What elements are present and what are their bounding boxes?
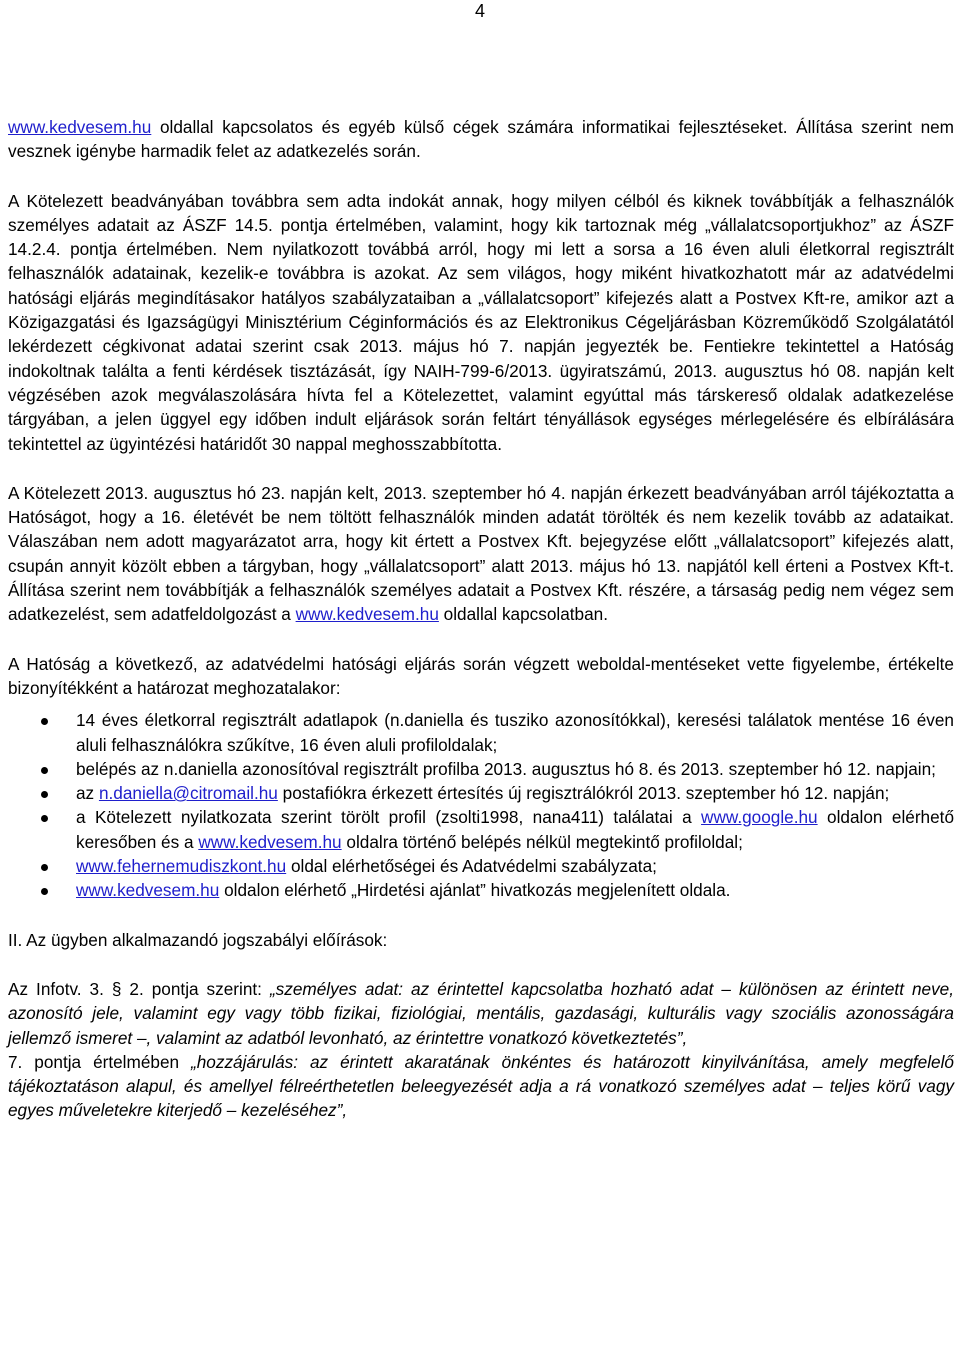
link-kedvesem[interactable]: www.kedvesem.hu	[295, 604, 439, 625]
bullet-icon	[41, 767, 48, 774]
list-item: a Kötelezett nyilatkozata szerint törölt profil (zsolti1998, nana411) találatai a www.google.hu oldalon elérhető keresőben és a www.kedvesem.hu oldalra történő belépés nélkül megtekintő profiloldal;	[8, 805, 954, 854]
definition-personal-data: „személyes adat: az érintettel kapcsolatba hozható adat – különösen az érintett neve, azonosító jele, valamint egy vagy több fizikai, fiziológiai, mentális, gazdasági, kulturális vagy szociális azonosságára jellemző ismeret –, valamint az adatból levonható, az érintettre vonatkozó következtetés”,	[8, 978, 954, 1048]
paragraph-1-text: oldallal kapcsolatos és egyéb külső cégek számára informatikai fejlesztéseket. Állítása szerint nem vesznek igénybe harmadik felet az adatkezelés során.	[8, 117, 954, 162]
bullet-icon	[41, 718, 48, 725]
section-heading: II. Az ügyben alkalmazandó jogszabályi előírások:	[8, 929, 388, 950]
link-google[interactable]: www.google.hu	[701, 807, 818, 828]
list-item: az n.daniella@citromail.hu postafiókra érkezett értesítés új regisztrálókról 2013. szeptember hó 12. napján;	[8, 781, 954, 805]
link-kedvesem[interactable]: www.kedvesem.hu	[8, 117, 152, 137]
paragraph-2: A Kötelezett beadványában továbbra sem adta indokát annak, hogy milyen célból és kiknek továbbítják a felhasználók személyes adatait az ÁSZF 14.5. pontja értelmében, valamint, hogy kik tartoznak még „vállalatcsoportjukhoz” az ÁSZF 14.2.4. pontja értelmében. Nem nyilatkozott továbbá arról, hogy mi lett a sorsa a 16 éven aluli életkorral regisztrált felhasználók adatainak, kezelik-e továbbra is azokat. Az sem világos, hogy miként hivatkozhatott már az adatvédelmi hatósági eljárás megindításakor hatályos szabályzataiban a „vállalatcsoport” kifejezés alatt a Postvex Kft-re, amikor azt a Közigazgatási és Igazságügyi Minisztérium Céginformációs és az Elektronikus Cégeljárásban Közreműködő Szolgálatától lekérdezett cégkivonat adatai szerint csak 2013. május hó 7. napján jegyezték be. Fentiekre tekintettel a Hatóság indokoltnak találta a fenti kérdések tisztázását, így NAIH-799-6/2013. ügyiratszámú, 2013. augusztus hó 08. napján kelt végzésében azok megválaszolására hívta fel a Kötelezettet, valamint egyúttal más társkereső oldalak adatkezelése tárgyában, a jelen üggyel egy időben indult eljárások során feltárt tényállások egységes mérlegelésére és elbírálására tekintettel az ügyintézési határidőt 30 nappal meghosszabbította.	[8, 190, 954, 454]
list-item: 14 éves életkorral regisztrált adatlapok (n.daniella és tusziko azonosítókkal), keresési találatok mentése 16 éven aluli felhasználókra szűkítve, 16 éven aluli profiloldalak;	[8, 708, 954, 757]
definition-consent: „hozzájárulás: az érintett akaratának önkéntes és határozott kinyilvánítása, amely megfelelő tájékoztatáson alapul, és amellyel félreérthetetlen beleegyezését adja a rá vonatkozó személyes adat – teljes körű vagy egyes műveletekre kiterjedő – kezeléséhez”,	[8, 1051, 954, 1121]
bullet-icon	[41, 888, 48, 895]
paragraph-3-tail: oldallal kapcsolatban.	[438, 604, 609, 625]
evidence-list	[8, 708, 954, 902]
paragraph-4: A Hatóság a következő, az adatvédelmi hatósági eljárás során végzett weboldal-mentéseket vette figyelembe, értékelte bizonyítékként a határozat meghozatalakor:	[8, 653, 954, 698]
bullet-icon	[41, 864, 48, 871]
link-fehernemudiszkont[interactable]: www.fehernemudiszkont.hu	[76, 856, 287, 877]
link-kedvesem[interactable]: www.kedvesem.hu	[198, 831, 342, 852]
paragraph-1	[8, 115, 954, 164]
page-number: 4	[474, 1, 485, 21]
paragraph-3-text: A Kötelezett 2013. augusztus hó 23. napján kelt, 2013. szeptember hó 4. napján érkezett beadványában arról tájékoztatta a Hatóságot, hogy a 16. életévét be nem töltött felhasználók minden adatát törölték és nem kezelik tovább az adataikat. Válaszában nem adott magyarázatot arra, hogy kit értett a Postvex Kft. bejegyzése előtt „vállalatcsoport” kifejezés alatt, csupán annyit közölt ebben a tárgyban, hogy „vállalatcsoport” alatt 2013. május hó 13. napjától kell érteni a Postvex Kft-t. Állítása szerint nem továbbítják a felhasználók személyes adatait a Postvex Kft. részére, a társaság pedig nem végez sem adatkezelést, sem adatfeldolgozást a	[8, 482, 954, 625]
list-item: www.fehernemudiszkont.hu oldal elérhetőségei és Adatvédelmi szabályzata;	[8, 854, 954, 878]
list-item: belépés az n.daniella azonosítóval regisztrált profilba 2013. augusztus hó 8. és 2013. szeptember hó 12. napjain;	[8, 757, 954, 781]
link-kedvesem[interactable]: www.kedvesem.hu	[76, 880, 220, 901]
paragraph-3	[8, 481, 954, 627]
bullet-icon	[41, 815, 48, 822]
link-email[interactable]: n.daniella@citromail.hu	[98, 783, 278, 804]
list-item: www.kedvesem.hu oldalon elérhető „Hirdetési ajánlat” hivatkozás megjelenített oldala.	[8, 878, 954, 902]
document-body	[8, 115, 954, 1123]
infotv-paragraph: Az Infotv. 3. § 2. pontja szerint: „személyes adat: az érintettel kapcsolatba hozható adat – különösen az érintett neve, azonosító jele, valamint egy vagy több fizikai, fiziológiai, mentális, gazdasági, kulturális vagy szociális azonosságára jellemző ismeret –, valamint az adatból levonható, az érintettre vonatkozó következtetés”, 7. pontja értelmében „hozzájárulás: az érintett akaratának önkéntes és határozott kinyilvánítása, amely megfelelő tájékoztatáson alapul, és amellyel félreérthetetlen beleegyezését adja a rá vonatkozó személyes adat – teljes körű vagy egyes műveletekre kiterjedő – kezeléséhez”,	[8, 978, 954, 1121]
bullet-icon	[41, 791, 48, 798]
